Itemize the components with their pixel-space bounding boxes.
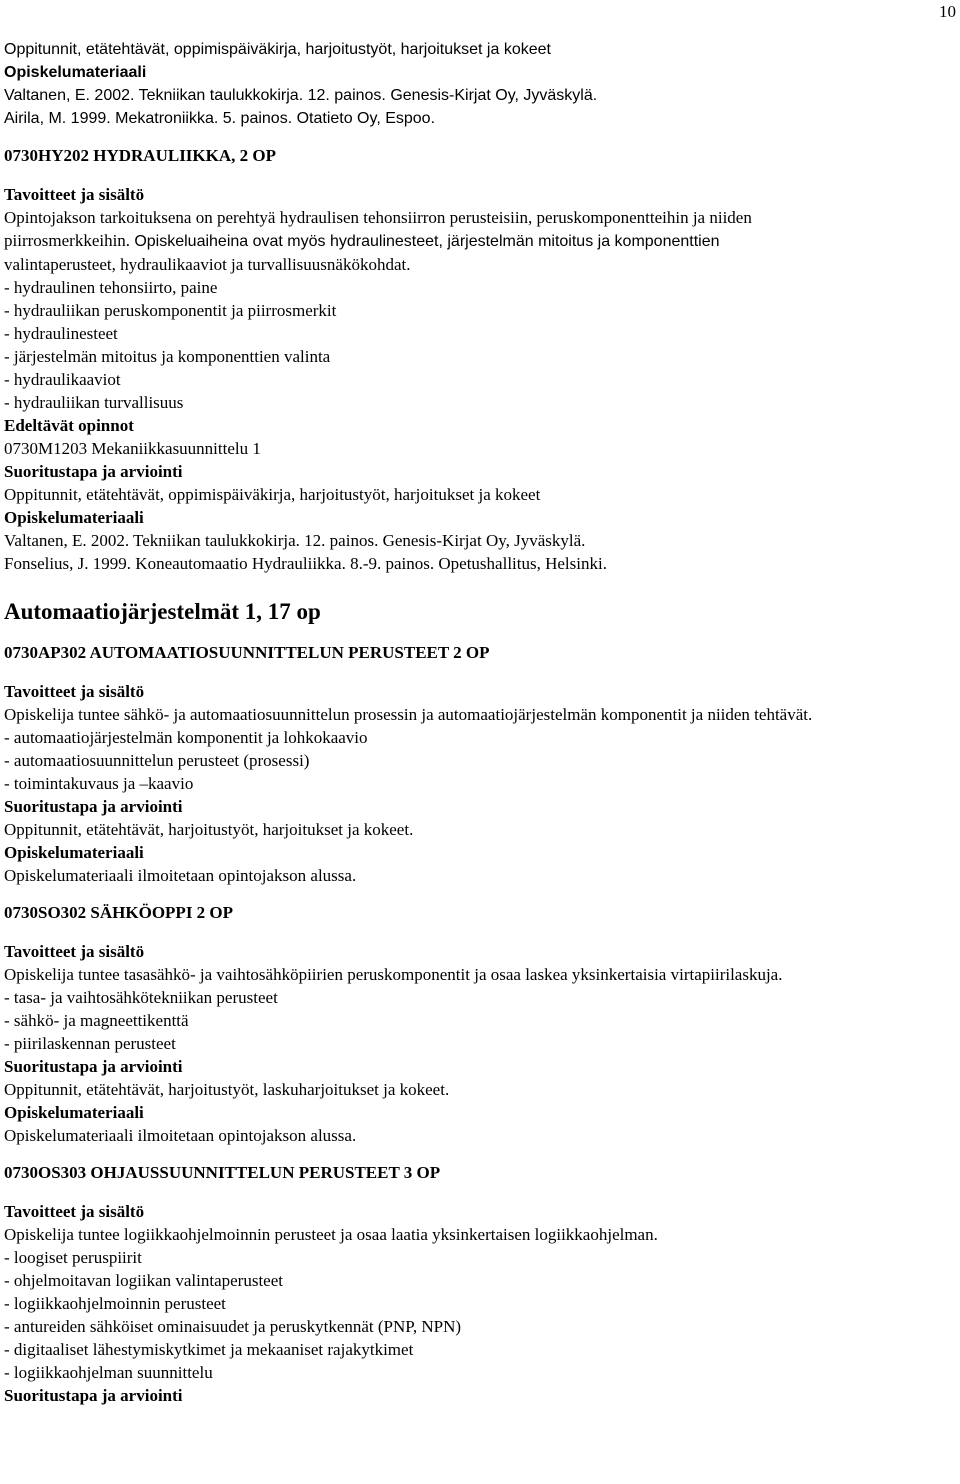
intro-material-1: Valtanen, E. 2002. Tekniikan taulukkokirja. 12. painos. Genesis-Kirjat Oy, Jyväskylä. bbox=[4, 87, 598, 104]
topic-item: - logiikkaohjelman suunnittelu bbox=[4, 1363, 213, 1382]
course-title: 0730HY202 HYDRAULIIKKA, 2 OP bbox=[4, 146, 277, 165]
course-title: 0730AP302 AUTOMAATIOSUUNNITTELUN PERUSTEET 2 OP bbox=[4, 643, 490, 662]
topic-item: - automaatiosuunnittelun perusteet (prosessi) bbox=[4, 751, 310, 770]
materials-heading: Opiskelumateriaali bbox=[4, 1103, 144, 1122]
topic-item: - ohjelmoitavan logiikan valintaperusteet bbox=[4, 1271, 283, 1290]
topic-item: - hydrauliikan turvallisuus bbox=[4, 393, 184, 412]
method-heading: Suoritustapa ja arviointi bbox=[4, 1057, 183, 1076]
method-heading: Suoritustapa ja arviointi bbox=[4, 462, 183, 481]
topic-item: - piirilaskennan perusteet bbox=[4, 1034, 176, 1053]
materials-text: Opiskelumateriaali ilmoitetaan opintojakson alussa. bbox=[4, 866, 357, 885]
intro-method-text: Oppitunnit, etätehtävät, oppimispäiväkirja, harjoitustyöt, harjoitukset ja kokeet bbox=[4, 41, 551, 58]
goals-line bbox=[4, 229, 956, 253]
topic-item: - hydraulinesteet bbox=[4, 324, 118, 343]
intro-materials-heading: Opiskelumateriaali bbox=[4, 64, 147, 81]
course-so302 bbox=[4, 901, 956, 1147]
goals-line: valintaperusteet, hydraulikaaviot ja turvallisuusnäkökohdat. bbox=[4, 255, 411, 274]
topic-item: - automaatiojärjestelmän komponentit ja lohkokaavio bbox=[4, 728, 368, 747]
section-title: Automaatiojärjestelmät 1, 17 op bbox=[4, 599, 321, 624]
course-os303 bbox=[4, 1161, 956, 1407]
materials-heading: Opiskelumateriaali bbox=[4, 508, 144, 527]
intro-block bbox=[4, 38, 956, 130]
topic-item: - sähkö- ja magneettikenttä bbox=[4, 1011, 189, 1030]
course-title: 0730OS303 OHJAUSSUUNNITTELUN PERUSTEET 3 OP bbox=[4, 1163, 441, 1182]
goals-heading: Tavoitteet ja sisältö bbox=[4, 942, 145, 961]
materials-heading: Opiskelumateriaali bbox=[4, 843, 144, 862]
goals-text: Opiskelija tuntee tasasähkö- ja vaihtosähköpiirien peruskomponentit ja osaa laskea yksinkertaisia virtapiirilaskuja. bbox=[4, 965, 783, 984]
goals-text: Opiskelija tuntee sähkö- ja automaatiosuunnittelun prosessin ja automaatiojärjestelmän komponentit ja niiden tehtävät. bbox=[4, 705, 813, 724]
material-item: Valtanen, E. 2002. Tekniikan taulukkokirja. 12. painos. Genesis-Kirjat Oy, Jyväskylä. bbox=[4, 531, 586, 550]
goals-line: Opintojakson tarkoituksena on perehtyä hydraulisen tehonsiirron perusteisiin, peruskomponentteihin ja niiden bbox=[4, 208, 752, 227]
topic-item: - hydraulinen tehonsiirto, paine bbox=[4, 278, 218, 297]
topic-item: - järjestelmän mitoitus ja komponenttien valinta bbox=[4, 347, 331, 366]
goals-line-part: Opiskeluaiheina ovat myös hydraulinesteet, järjestelmän mitoitus ja komponenttien bbox=[134, 233, 720, 250]
materials-text: Opiskelumateriaali ilmoitetaan opintojakson alussa. bbox=[4, 1126, 357, 1145]
topic-item: - logiikkaohjelmoinnin perusteet bbox=[4, 1294, 226, 1313]
topic-item: - toimintakuvaus ja –kaavio bbox=[4, 774, 194, 793]
topic-item: - digitaaliset lähestymiskytkimet ja mekaaniset rajakytkimet bbox=[4, 1340, 414, 1359]
topic-item: - loogiset peruspiirit bbox=[4, 1248, 142, 1267]
method-text: Oppitunnit, etätehtävät, oppimispäiväkirja, harjoitustyöt, harjoitukset ja kokeet bbox=[4, 485, 541, 504]
course-hy202 bbox=[4, 144, 956, 575]
goals-text: Opiskelija tuntee logiikkaohjelmoinnin perusteet ja osaa laatia yksinkertaisen logiikkaohjelman. bbox=[4, 1225, 658, 1244]
method-heading: Suoritustapa ja arviointi bbox=[4, 797, 183, 816]
topic-item: - tasa- ja vaihtosähkötekniikan perusteet bbox=[4, 988, 278, 1007]
topic-item: - hydrauliikan peruskomponentit ja piirrosmerkit bbox=[4, 301, 337, 320]
course-ap302 bbox=[4, 641, 956, 887]
goals-heading: Tavoitteet ja sisältö bbox=[4, 682, 145, 701]
method-heading: Suoritustapa ja arviointi bbox=[4, 1386, 183, 1405]
goals-line-part: piirrosmerkkeihin. bbox=[4, 231, 131, 250]
goals-heading: Tavoitteet ja sisältö bbox=[4, 185, 145, 204]
document-body bbox=[4, 38, 956, 1407]
intro-material-2: Airila, M. 1999. Mekatroniikka. 5. painos. Otatieto Oy, Espoo. bbox=[4, 110, 436, 127]
topic-item: - antureiden sähköiset ominaisuudet ja peruskytkennät (PNP, NPN) bbox=[4, 1317, 462, 1336]
page-number: 10 bbox=[939, 2, 956, 21]
prereq-text: 0730M1203 Mekaniikkasuunnittelu 1 bbox=[4, 439, 261, 458]
material-item: Fonselius, J. 1999. Koneautomaatio Hydrauliikka. 8.-9. painos. Opetushallitus, Helsinki. bbox=[4, 554, 607, 573]
prereq-heading: Edeltävät opinnot bbox=[4, 416, 134, 435]
course-title: 0730SO302 SÄHKÖOPPI 2 OP bbox=[4, 903, 234, 922]
topic-item: - hydraulikaaviot bbox=[4, 370, 121, 389]
goals-heading: Tavoitteet ja sisältö bbox=[4, 1202, 145, 1221]
method-text: Oppitunnit, etätehtävät, harjoitustyöt, harjoitukset ja kokeet. bbox=[4, 820, 414, 839]
method-text: Oppitunnit, etätehtävät, harjoitustyöt, laskuharjoitukset ja kokeet. bbox=[4, 1080, 450, 1099]
